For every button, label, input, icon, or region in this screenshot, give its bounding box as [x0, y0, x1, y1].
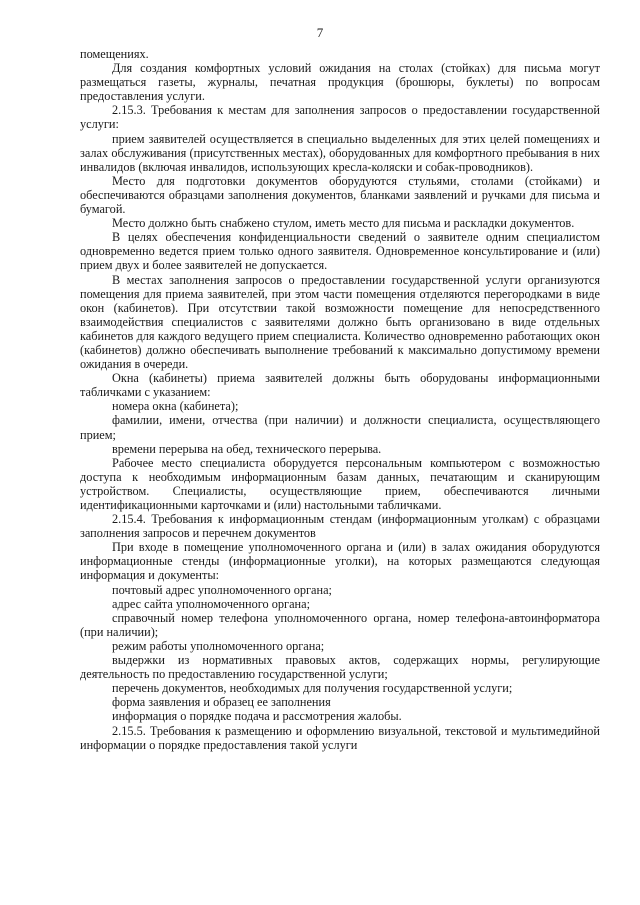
paragraph: помещениях. [80, 47, 149, 61]
paragraph: форма заявления и образец ее заполнения [112, 695, 331, 710]
document-body [80, 47, 600, 752]
paragraph: Место для подготовки документов оборудуются стульями, столами (стойками) и обеспечиваются образцами заполнения документов, бланками заявлений и ручками для письма и бумагой. [80, 173, 600, 217]
paragraph: режим работы уполномоченного органа; [112, 638, 325, 653]
paragraph: информация о порядке подача и рассмотрения жалобы. [112, 709, 402, 724]
paragraph: времени перерыва на обед, технического перерыва. [112, 441, 382, 456]
paragraph: Рабочее место специалиста оборудуется персональным компьютером с возможностью доступа к необходимым информационным базам данных, печатающим и сканирующим устройством. Специалисты, осуществляющие прием, обеспечиваются личными идентификационными карточками и (или) настольными табличками. [80, 455, 600, 512]
paragraph: 2.15.5. Требования к размещению и оформлению визуальной, текстовой и мультимедийной информации о порядке предоставления такой услуги [80, 723, 600, 752]
paragraph: почтовый адрес уполномоченного органа; [112, 582, 332, 597]
paragraph: справочный номер телефона уполномоченного органа, номер телефона-автоинформатора (при наличии); [80, 610, 600, 639]
paragraph: Окна (кабинеты) приема заявителей должны быть оборудованы информационными табличками с указанием: [80, 371, 600, 400]
paragraph: выдержки из нормативных правовых актов, содержащих нормы, регулирующие деятельность по предоставлению государственной услуги; [80, 653, 600, 682]
paragraph: прием заявителей осуществляется в специально выделенных для этих целей помещениях и залах обслуживания (присутственных местах), оборудованных для комфортного пребывания в них инвалидов (включая инвалидов, использующих кресла-коляски и собак-проводников). [80, 131, 600, 174]
paragraph: Место должно быть снабжено стулом, иметь место для письма и раскладки документов. [112, 216, 575, 231]
paragraph: перечень документов, необходимых для получения государственной услуги; [112, 681, 513, 696]
paragraph: номера окна (кабинета); [112, 399, 239, 414]
paragraph: В целях обеспечения конфиденциальности сведений о заявителе одним специалистом одновременно ведется прием только одного заявителя. Одновременное консультирование и (или) прием двух и более заявителей не допускается. [80, 230, 600, 273]
page-number: 7 [316, 25, 324, 40]
paragraph: Для создания комфортных условий ожидания на столах (стойках) для письма могут размещаться газеты, журналы, печатная продукция (брошюры, буклеты) по вопросам предоставления услуги. [80, 61, 600, 104]
paragraph: При входе в помещение уполномоченного органа и (или) в залах ожидания оборудуются информационные стенды (информационные уголки), на которых размещаются следующая информация и документы: [80, 540, 600, 583]
paragraph: адрес сайта уполномоченного органа; [112, 596, 310, 611]
paragraph: 2.15.3. Требования к местам для заполнения запросов о предоставлении государственной услуги: [80, 103, 600, 132]
paragraph: 2.15.4. Требования к информационным стендам (информационным уголкам) с образцами заполнения запросов и перечнем документов [80, 512, 600, 541]
paragraph: В местах заполнения запросов о предоставлении государственной услуги организуются помещения для приема заявителей, при этом части помещения отделяются перегородками в виде окон (кабинетов). При отсутствии такой возможности помещение для непосредственного взаимодействия специалистов с заявителями должно быть организовано в виде отдельных кабинетов для каждого ведущего прием специалиста. Количество одновременно работающих окон (кабинетов) должно обеспечивать выполнение требований к максимально допустимому времени ожидания в очереди. [80, 272, 600, 372]
paragraph: фамилии, имени, отчества (при наличии) и должности специалиста, осуществляющего прием; [80, 413, 600, 442]
